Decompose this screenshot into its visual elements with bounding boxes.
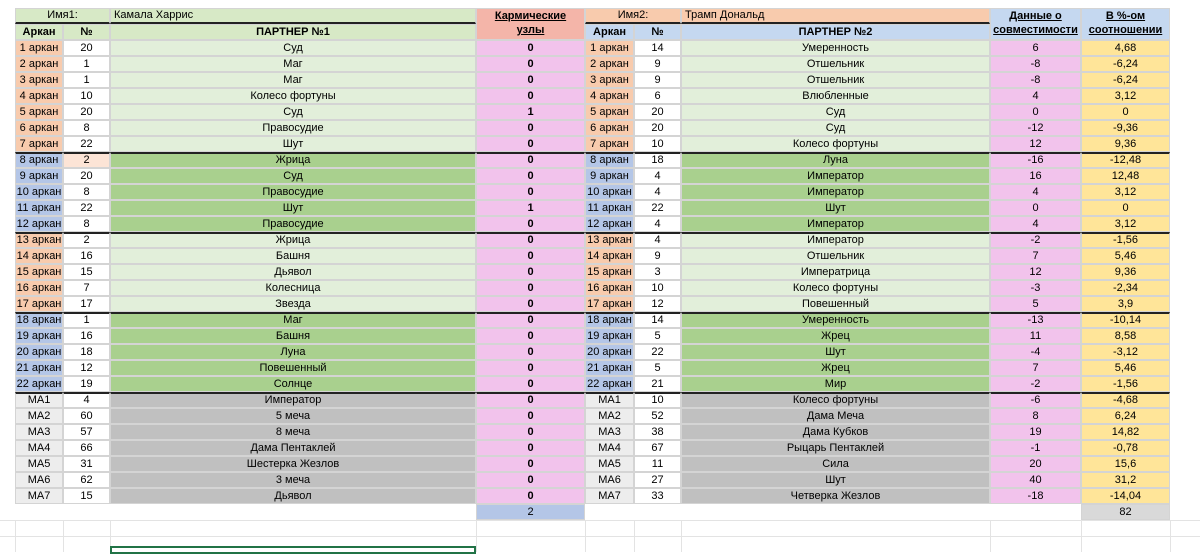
row-11-partner-1[interactable]: Шут xyxy=(110,200,476,216)
row-29-number-1[interactable]: 15 xyxy=(63,488,110,504)
row-18-partner-2[interactable]: Умеренность xyxy=(681,312,990,328)
row-14-compatibility[interactable]: 7 xyxy=(990,248,1081,264)
empty-grid-column-line xyxy=(476,520,477,552)
row-10-arcan-2[interactable]: 10 аркан xyxy=(585,184,634,200)
row-27-partner-2[interactable]: Сила xyxy=(681,456,990,472)
row-25-partner-2[interactable]: Дама Кубков xyxy=(681,424,990,440)
row-10-percent[interactable]: 3,12 xyxy=(1081,184,1170,200)
row-7-partner-1[interactable]: Шут xyxy=(110,136,476,152)
row-9-arcan-1[interactable]: 9 аркан xyxy=(15,168,63,184)
row-1-compatibility[interactable]: 6 xyxy=(990,40,1081,56)
row-24-arcan-1[interactable]: МА2 xyxy=(15,408,63,424)
row-27-karmic[interactable]: 0 xyxy=(476,456,585,472)
row-5-arcan-2[interactable]: 5 аркан xyxy=(585,104,634,120)
row-26-number-2[interactable]: 67 xyxy=(634,440,681,456)
row-15-percent[interactable]: 9,36 xyxy=(1081,264,1170,280)
row-21-percent[interactable]: 5,46 xyxy=(1081,360,1170,376)
row-2-partner-1[interactable]: Маг xyxy=(110,56,476,72)
row-2-number-2[interactable]: 9 xyxy=(634,56,681,72)
row-13-arcan-1[interactable]: 13 аркан xyxy=(16,234,62,246)
row-22-percent[interactable]: -1,56 xyxy=(1081,376,1170,392)
row-29-number-2[interactable]: 33 xyxy=(634,488,681,504)
row-22-number-1[interactable]: 19 xyxy=(63,376,110,392)
row-18-arcan-2[interactable]: 18 аркан xyxy=(585,312,634,328)
row-8-compatibility[interactable]: -16 xyxy=(990,152,1081,168)
row-3-arcan-1[interactable]: 3 аркан xyxy=(15,72,63,88)
row-18-compatibility[interactable]: -13 xyxy=(990,312,1081,328)
row-9-karmic[interactable]: 0 xyxy=(476,168,585,184)
column-header-partner-2[interactable]: ПАРТНЕР №2 xyxy=(681,24,990,40)
row-27-arcan-2[interactable]: МА5 xyxy=(585,456,634,472)
row-23-partner-2[interactable]: Колесо фортуны xyxy=(681,392,990,408)
row-19-partner-1[interactable]: Башня xyxy=(110,328,476,344)
row-3-number-2[interactable]: 9 xyxy=(634,72,681,88)
row-27-percent[interactable]: 15,6 xyxy=(1081,456,1170,472)
row-18-partner-1[interactable]: Маг xyxy=(110,312,476,328)
row-8-karmic[interactable]: 0 xyxy=(476,152,585,168)
row-24-number-1[interactable]: 60 xyxy=(63,408,110,424)
row-25-partner-1[interactable]: 8 меча xyxy=(110,424,476,440)
row-19-compatibility[interactable]: 11 xyxy=(990,328,1081,344)
row-26-karmic[interactable]: 0 xyxy=(476,440,585,456)
row-21-partner-2[interactable]: Жрец xyxy=(681,360,990,376)
row-19-percent[interactable]: 8,58 xyxy=(1081,328,1170,344)
row-6-karmic[interactable]: 0 xyxy=(476,120,585,136)
partner1-name-label[interactable]: Имя1: xyxy=(15,8,110,24)
row-4-number-1[interactable]: 10 xyxy=(63,88,110,104)
row-2-karmic[interactable]: 0 xyxy=(476,56,585,72)
row-15-number-1[interactable]: 15 xyxy=(63,264,110,280)
row-17-number-1[interactable]: 17 xyxy=(63,296,110,312)
row-7-compatibility[interactable]: 12 xyxy=(990,136,1081,152)
row-6-compatibility[interactable]: -12 xyxy=(990,120,1081,136)
column-header-arcan-2[interactable]: Аркан xyxy=(585,24,634,40)
row-16-partner-2[interactable]: Колесо фортуны xyxy=(681,280,990,296)
row-16-number-1[interactable]: 7 xyxy=(63,280,110,296)
row-1-partner-1[interactable]: Суд xyxy=(110,40,476,56)
row-20-partner-1[interactable]: Луна xyxy=(110,344,476,360)
row-15-number-2[interactable]: 3 xyxy=(634,264,681,280)
row-5-partner-1[interactable]: Суд xyxy=(110,104,476,120)
row-1-karmic[interactable]: 0 xyxy=(476,40,585,56)
row-4-partner-1[interactable]: Колесо фортуны xyxy=(110,88,476,104)
row-14-karmic[interactable]: 0 xyxy=(476,248,585,264)
row-13-compatibility[interactable]: -2 xyxy=(990,232,1081,248)
row-23-partner-1[interactable]: Император xyxy=(110,392,476,408)
row-11-number-1[interactable]: 22 xyxy=(63,200,110,216)
row-28-arcan-2[interactable]: МА6 xyxy=(585,472,634,488)
row-9-percent[interactable]: 12,48 xyxy=(1081,168,1170,184)
row-12-partner-1[interactable]: Правосудие xyxy=(110,216,476,232)
row-9-partner-1[interactable]: Суд xyxy=(110,168,476,184)
row-12-compatibility[interactable]: 4 xyxy=(990,216,1081,232)
row-15-partner-2[interactable]: Императрица xyxy=(681,264,990,280)
row-12-karmic[interactable]: 0 xyxy=(476,216,585,232)
empty-grid-column-line xyxy=(681,520,682,552)
row-8-number-1[interactable]: 2 xyxy=(63,152,110,168)
row-8-arcan-1[interactable]: 8 аркан xyxy=(15,152,63,168)
row-24-partner-2[interactable]: Дама Меча xyxy=(681,408,990,424)
row-22-karmic[interactable]: 0 xyxy=(476,376,585,392)
row-6-percent[interactable]: -9,36 xyxy=(1081,120,1170,136)
row-20-karmic[interactable]: 0 xyxy=(476,344,585,360)
row-28-karmic[interactable]: 0 xyxy=(476,472,585,488)
row-3-partner-1[interactable]: Маг xyxy=(110,72,476,88)
row-27-partner-1[interactable]: Шестерка Жезлов xyxy=(110,456,476,472)
row-7-arcan-1[interactable]: 7 аркан xyxy=(15,136,63,152)
row-16-percent[interactable]: -2,34 xyxy=(1081,280,1170,296)
row-11-karmic[interactable]: 1 xyxy=(476,200,585,216)
row-16-compatibility[interactable]: -3 xyxy=(990,280,1081,296)
row-6-arcan-2[interactable]: 6 аркан xyxy=(585,120,634,136)
row-14-number-2[interactable]: 9 xyxy=(634,248,681,264)
row-4-karmic[interactable]: 0 xyxy=(476,88,585,104)
row-2-compatibility[interactable]: -8 xyxy=(990,56,1081,72)
row-24-percent[interactable]: 6,24 xyxy=(1081,408,1170,424)
row-26-arcan-1[interactable]: МА4 xyxy=(15,440,63,456)
row-23-number-1[interactable]: 4 xyxy=(63,392,110,408)
row-8-partner-1[interactable]: Жрица xyxy=(110,152,476,168)
row-7-arcan-2[interactable]: 7 аркан xyxy=(585,136,634,152)
row-8-arcan-2[interactable]: 8 аркан xyxy=(585,152,634,168)
row-11-arcan-1[interactable]: 11 аркан xyxy=(15,200,63,216)
row-11-partner-2[interactable]: Шут xyxy=(681,200,990,216)
row-2-arcan-2[interactable]: 2 аркан xyxy=(585,56,634,72)
row-15-arcan-1[interactable]: 15 аркан xyxy=(15,264,63,280)
row-19-arcan-2[interactable]: 19 аркан xyxy=(585,328,634,344)
row-18-arcan-1[interactable]: 18 аркан xyxy=(16,314,62,326)
row-7-partner-2[interactable]: Колесо фортуны xyxy=(681,136,990,152)
row-8-partner-2[interactable]: Луна xyxy=(681,152,990,168)
row-14-arcan-2[interactable]: 14 аркан xyxy=(585,248,634,264)
row-6-number-1[interactable]: 8 xyxy=(63,120,110,136)
column-header-partner-1[interactable]: ПАРТНЕР №1 xyxy=(110,24,476,40)
row-12-arcan-2[interactable]: 12 аркан xyxy=(585,216,634,232)
row-7-number-1[interactable]: 22 xyxy=(63,136,110,152)
empty-grid-column-line xyxy=(15,520,16,552)
empty-grid-column-line xyxy=(585,520,586,552)
row-29-arcan-2[interactable]: МА7 xyxy=(585,488,634,504)
row-17-arcan-1[interactable]: 17 аркан xyxy=(15,296,63,312)
row-20-compatibility[interactable]: -4 xyxy=(990,344,1081,360)
row-25-karmic[interactable]: 0 xyxy=(476,424,585,440)
row-4-compatibility[interactable]: 4 xyxy=(990,88,1081,104)
row-19-number-1[interactable]: 16 xyxy=(63,328,110,344)
row-5-number-1[interactable]: 20 xyxy=(63,104,110,120)
row-16-number-2[interactable]: 10 xyxy=(634,280,681,296)
row-28-partner-2[interactable]: Шут xyxy=(681,472,990,488)
row-25-arcan-2[interactable]: МА3 xyxy=(585,424,634,440)
row-25-number-1[interactable]: 57 xyxy=(63,424,110,440)
row-29-partner-2[interactable]: Четверка Жезлов xyxy=(681,488,990,504)
row-13-partner-2[interactable]: Император xyxy=(681,232,990,248)
row-20-arcan-1[interactable]: 20 аркан xyxy=(15,344,63,360)
row-2-number-1[interactable]: 1 xyxy=(63,56,110,72)
row-2-arcan-1[interactable]: 2 аркан xyxy=(15,56,63,72)
row-14-percent[interactable]: 5,46 xyxy=(1081,248,1170,264)
row-1-partner-2[interactable]: Умеренность xyxy=(681,40,990,56)
row-10-karmic[interactable]: 0 xyxy=(476,184,585,200)
row-17-karmic[interactable]: 0 xyxy=(476,296,585,312)
row-6-arcan-1[interactable]: 6 аркан xyxy=(15,120,63,136)
row-1-number-2[interactable]: 14 xyxy=(634,40,681,56)
row-16-arcan-1[interactable]: 16 аркан xyxy=(15,280,63,296)
row-26-number-1[interactable]: 66 xyxy=(63,440,110,456)
row-23-karmic[interactable]: 0 xyxy=(476,392,585,408)
row-18-number-2[interactable]: 14 xyxy=(634,312,681,328)
row-13-karmic[interactable]: 0 xyxy=(476,232,585,248)
row-23-number-2[interactable]: 10 xyxy=(634,392,681,408)
row-24-compatibility[interactable]: 8 xyxy=(990,408,1081,424)
row-27-compatibility[interactable]: 20 xyxy=(990,456,1081,472)
row-10-arcan-1[interactable]: 10 аркан xyxy=(15,184,63,200)
row-4-arcan-1[interactable]: 4 аркан xyxy=(15,88,63,104)
row-19-number-2[interactable]: 5 xyxy=(634,328,681,344)
row-3-arcan-2[interactable]: 3 аркан xyxy=(585,72,634,88)
row-22-compatibility[interactable]: -2 xyxy=(990,376,1081,392)
empty-grid-column-line xyxy=(634,520,635,552)
row-12-partner-2[interactable]: Император xyxy=(681,216,990,232)
row-13-partner-1[interactable]: Жрица xyxy=(110,232,476,248)
row-3-karmic[interactable]: 0 xyxy=(476,72,585,88)
empty-grid-column-line xyxy=(1170,520,1171,552)
percent-total[interactable]: 82 xyxy=(1081,504,1170,520)
row-28-compatibility[interactable]: 40 xyxy=(990,472,1081,488)
empty-grid-column-line xyxy=(1081,520,1082,552)
column-header-number-1[interactable]: № xyxy=(63,24,110,40)
row-23-arcan-1[interactable]: МА1 xyxy=(15,392,63,408)
row-1-number-1[interactable]: 20 xyxy=(63,40,110,56)
row-27-arcan-1[interactable]: МА5 xyxy=(15,456,63,472)
row-21-compatibility[interactable]: 7 xyxy=(990,360,1081,376)
row-14-arcan-1[interactable]: 14 аркан xyxy=(15,248,63,264)
partner1-name-value[interactable]: Камала Харрис xyxy=(110,8,476,24)
row-5-partner-2[interactable]: Суд xyxy=(681,104,990,120)
row-1-arcan-2[interactable]: 1 аркан xyxy=(585,40,634,56)
row-10-number-2[interactable]: 4 xyxy=(634,184,681,200)
empty-grid-column-line xyxy=(990,520,991,552)
row-4-number-2[interactable]: 6 xyxy=(634,88,681,104)
row-8-number-2[interactable]: 18 xyxy=(634,152,681,168)
row-7-number-2[interactable]: 10 xyxy=(634,136,681,152)
row-5-karmic[interactable]: 1 xyxy=(476,104,585,120)
row-28-partner-1[interactable]: 3 меча xyxy=(110,472,476,488)
row-10-partner-2[interactable]: Император xyxy=(681,184,990,200)
row-11-arcan-2[interactable]: 11 аркан xyxy=(585,200,634,216)
row-14-number-1[interactable]: 16 xyxy=(63,248,110,264)
empty-grid-column-line xyxy=(63,520,64,552)
row-6-number-2[interactable]: 20 xyxy=(634,120,681,136)
row-14-partner-2[interactable]: Отшельник xyxy=(681,248,990,264)
row-24-partner-1[interactable]: 5 меча xyxy=(110,408,476,424)
row-25-arcan-1[interactable]: МА3 xyxy=(15,424,63,440)
row-17-arcan-2[interactable]: 17 аркан xyxy=(585,296,634,312)
row-9-partner-2[interactable]: Император xyxy=(681,168,990,184)
row-28-number-2[interactable]: 27 xyxy=(634,472,681,488)
row-12-number-2[interactable]: 4 xyxy=(634,216,681,232)
row-21-arcan-2[interactable]: 21 аркан xyxy=(585,360,634,376)
percent-header[interactable]: В %-ом соотношении xyxy=(1081,8,1170,40)
row-15-karmic[interactable]: 0 xyxy=(476,264,585,280)
row-21-partner-1[interactable]: Повешенный xyxy=(110,360,476,376)
row-13-percent[interactable]: -1,56 xyxy=(1081,232,1170,248)
row-27-number-1[interactable]: 31 xyxy=(63,456,110,472)
row-22-partner-2[interactable]: Мир xyxy=(681,376,990,392)
row-29-compatibility[interactable]: -18 xyxy=(990,488,1081,504)
row-22-partner-1[interactable]: Солнце xyxy=(110,376,476,392)
row-21-arcan-1[interactable]: 21 аркан xyxy=(15,360,63,376)
row-29-percent[interactable]: -14,04 xyxy=(1081,488,1170,504)
row-1-arcan-1[interactable]: 1 аркан xyxy=(15,40,63,56)
row-4-arcan-2[interactable]: 4 аркан xyxy=(585,88,634,104)
row-17-partner-2[interactable]: Повешенный xyxy=(681,296,990,312)
row-23-arcan-2[interactable]: МА1 xyxy=(585,392,634,408)
row-25-compatibility[interactable]: 19 xyxy=(990,424,1081,440)
row-19-karmic[interactable]: 0 xyxy=(476,328,585,344)
row-5-number-2[interactable]: 20 xyxy=(634,104,681,120)
empty-grid-row-line xyxy=(0,520,1200,521)
row-13-number-2[interactable]: 4 xyxy=(634,232,681,248)
row-3-compatibility[interactable]: -8 xyxy=(990,72,1081,88)
row-9-number-2[interactable]: 4 xyxy=(634,168,681,184)
row-4-percent[interactable]: 3,12 xyxy=(1081,88,1170,104)
column-header-number-2[interactable]: № xyxy=(634,24,681,40)
row-13-arcan-2[interactable]: 13 аркан xyxy=(585,232,634,248)
row-20-number-2[interactable]: 22 xyxy=(634,344,681,360)
row-20-arcan-2[interactable]: 20 аркан xyxy=(585,344,634,360)
row-18-number-1[interactable]: 1 xyxy=(63,312,110,328)
row-23-percent[interactable]: -4,68 xyxy=(1081,392,1170,408)
karmic-total[interactable]: 2 xyxy=(476,504,585,520)
row-22-arcan-2[interactable]: 22 аркан xyxy=(585,376,634,392)
row-26-arcan-2[interactable]: МА4 xyxy=(585,440,634,456)
row-10-partner-1[interactable]: Правосудие xyxy=(110,184,476,200)
row-19-arcan-1[interactable]: 19 аркан xyxy=(15,328,63,344)
row-22-arcan-1[interactable]: 22 аркан xyxy=(15,376,63,392)
row-10-compatibility[interactable]: 4 xyxy=(990,184,1081,200)
partner2-name-label[interactable]: Имя2: xyxy=(585,8,681,24)
row-22-number-2[interactable]: 21 xyxy=(634,376,681,392)
row-20-percent[interactable]: -3,12 xyxy=(1081,344,1170,360)
row-23-compatibility[interactable]: -6 xyxy=(990,392,1081,408)
row-7-karmic[interactable]: 0 xyxy=(476,136,585,152)
active-cell-selection[interactable] xyxy=(110,546,476,554)
row-24-arcan-2[interactable]: МА2 xyxy=(585,408,634,424)
row-27-number-2[interactable]: 11 xyxy=(634,456,681,472)
row-28-number-1[interactable]: 62 xyxy=(63,472,110,488)
row-4-partner-2[interactable]: Влюбленные xyxy=(681,88,990,104)
row-29-karmic[interactable]: 0 xyxy=(476,488,585,504)
row-15-partner-1[interactable]: Дьявол xyxy=(110,264,476,280)
row-26-partner-1[interactable]: Дама Пентаклей xyxy=(110,440,476,456)
row-18-karmic[interactable]: 0 xyxy=(476,312,585,328)
row-12-percent[interactable]: 3,12 xyxy=(1081,216,1170,232)
compatibility-header[interactable]: Данные о совместимости xyxy=(990,8,1081,40)
row-2-percent[interactable]: -6,24 xyxy=(1081,56,1170,72)
row-6-partner-1[interactable]: Правосудие xyxy=(110,120,476,136)
row-3-number-1[interactable]: 1 xyxy=(63,72,110,88)
row-11-percent[interactable]: 0 xyxy=(1081,200,1170,216)
row-12-number-1[interactable]: 8 xyxy=(63,216,110,232)
row-24-karmic[interactable]: 0 xyxy=(476,408,585,424)
column-header-arcan-1[interactable]: Аркан xyxy=(15,24,63,40)
row-8-percent[interactable]: -12,48 xyxy=(1081,152,1170,168)
row-11-compatibility[interactable]: 0 xyxy=(990,200,1081,216)
row-3-partner-2[interactable]: Отшельник xyxy=(681,72,990,88)
row-5-percent[interactable]: 0 xyxy=(1081,104,1170,120)
row-9-number-1[interactable]: 20 xyxy=(63,168,110,184)
row-25-percent[interactable]: 14,82 xyxy=(1081,424,1170,440)
row-15-arcan-2[interactable]: 15 аркан xyxy=(585,264,634,280)
row-17-partner-1[interactable]: Звезда xyxy=(110,296,476,312)
row-5-compatibility[interactable]: 0 xyxy=(990,104,1081,120)
row-26-percent[interactable]: -0,78 xyxy=(1081,440,1170,456)
row-9-compatibility[interactable]: 16 xyxy=(990,168,1081,184)
row-19-partner-2[interactable]: Жрец xyxy=(681,328,990,344)
row-10-number-1[interactable]: 8 xyxy=(63,184,110,200)
row-7-percent[interactable]: 9,36 xyxy=(1081,136,1170,152)
row-17-number-2[interactable]: 12 xyxy=(634,296,681,312)
row-16-arcan-2[interactable]: 16 аркан xyxy=(585,280,634,296)
row-29-partner-1[interactable]: Дьявол xyxy=(110,488,476,504)
row-2-partner-2[interactable]: Отшельник xyxy=(681,56,990,72)
row-17-compatibility[interactable]: 5 xyxy=(990,296,1081,312)
row-6-partner-2[interactable]: Суд xyxy=(681,120,990,136)
row-5-arcan-1[interactable]: 5 аркан xyxy=(15,104,63,120)
row-3-percent[interactable]: -6,24 xyxy=(1081,72,1170,88)
row-21-number-1[interactable]: 12 xyxy=(63,360,110,376)
row-13-number-1[interactable]: 2 xyxy=(63,232,110,248)
row-29-arcan-1[interactable]: МА7 xyxy=(15,488,63,504)
row-16-karmic[interactable]: 0 xyxy=(476,280,585,296)
row-14-partner-1[interactable]: Башня xyxy=(110,248,476,264)
row-21-number-2[interactable]: 5 xyxy=(634,360,681,376)
row-25-number-2[interactable]: 38 xyxy=(634,424,681,440)
row-16-partner-1[interactable]: Колесница xyxy=(110,280,476,296)
row-1-percent[interactable]: 4,68 xyxy=(1081,40,1170,56)
row-18-percent[interactable]: -10,14 xyxy=(1081,312,1170,328)
row-26-partner-2[interactable]: Рыцарь Пентаклей xyxy=(681,440,990,456)
karmic-nodes-header[interactable]: Кармические узлы xyxy=(476,8,585,40)
row-21-karmic[interactable]: 0 xyxy=(476,360,585,376)
row-20-number-1[interactable]: 18 xyxy=(63,344,110,360)
row-9-arcan-2[interactable]: 9 аркан xyxy=(585,168,634,184)
row-12-arcan-1[interactable]: 12 аркан xyxy=(15,216,63,232)
empty-grid-row-line xyxy=(0,536,1200,537)
row-28-arcan-1[interactable]: МА6 xyxy=(15,472,63,488)
partner2-name-value[interactable]: Трамп Дональд xyxy=(681,8,990,24)
row-28-percent[interactable]: 31,2 xyxy=(1081,472,1170,488)
row-17-percent[interactable]: 3,9 xyxy=(1081,296,1170,312)
row-15-compatibility[interactable]: 12 xyxy=(990,264,1081,280)
row-24-number-2[interactable]: 52 xyxy=(634,408,681,424)
row-26-compatibility[interactable]: -1 xyxy=(990,440,1081,456)
row-20-partner-2[interactable]: Шут xyxy=(681,344,990,360)
row-11-number-2[interactable]: 22 xyxy=(634,200,681,216)
